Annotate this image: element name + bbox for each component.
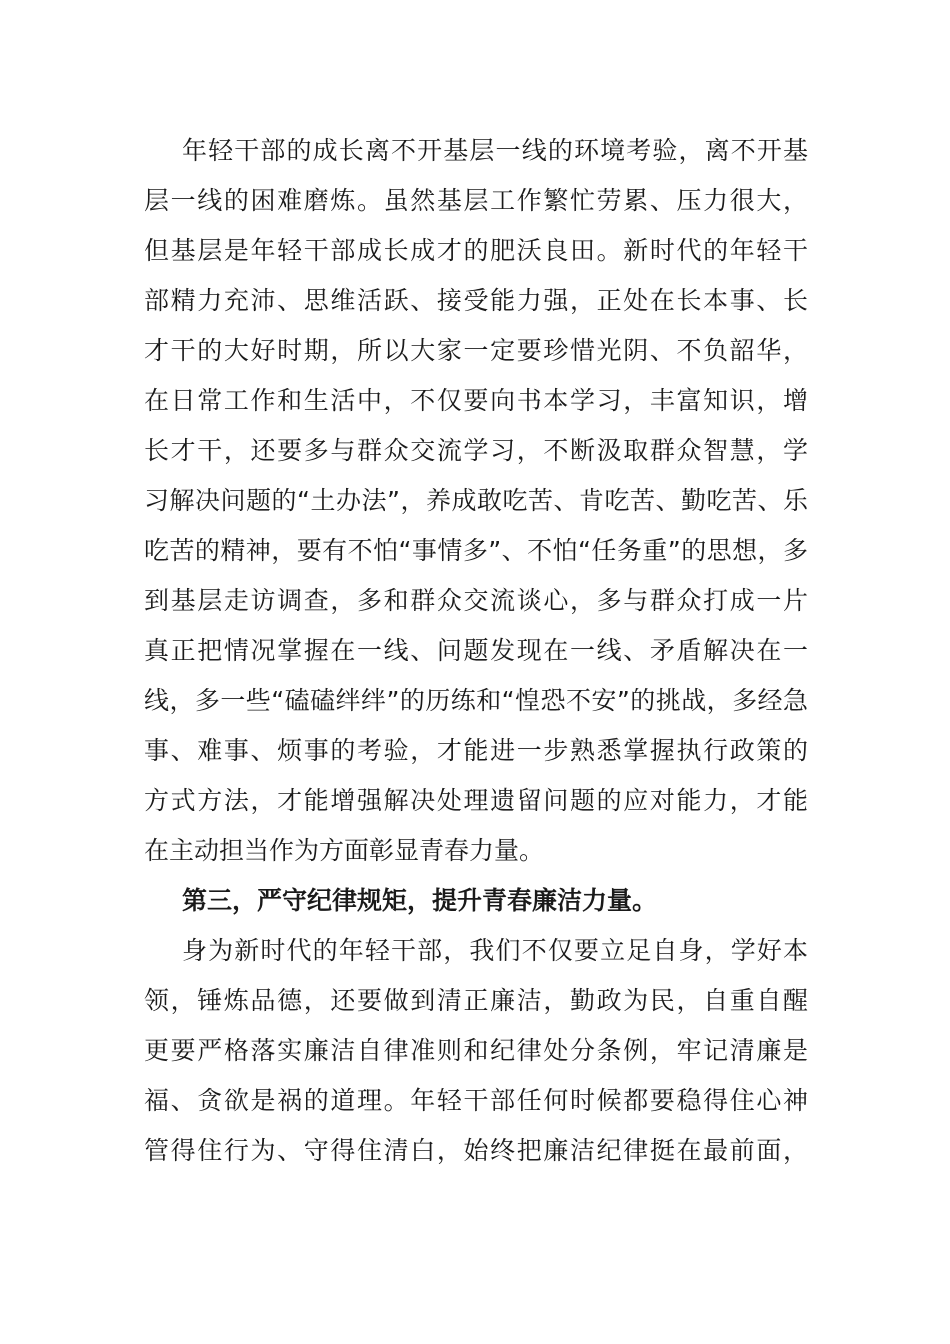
text-line: 年轻干部的成长离不开基层一线的环境考验，离不开基 <box>182 136 808 165</box>
text-line: 层一线的困难磨炼。虽然基层工作繁忙劳累、压力很大， <box>144 186 808 215</box>
heading-line: 第三，严守纪律规矩，提升青春廉洁力量。 <box>182 886 658 915</box>
text-line: 身为新时代的年轻干部，我们不仅要立足自身，学好本 <box>182 936 808 965</box>
text-line: 到基层走访调查，多和群众交流谈心，多与群众打成一片 <box>144 586 808 615</box>
text-line: 才干的大好时期，所以大家一定要珍惜光阴、不负韶华， <box>144 336 808 365</box>
section-heading <box>144 876 808 926</box>
text-line: 但基层是年轻干部成长成才的肥沃良田。新时代的年轻干 <box>144 236 808 265</box>
text-line: 线，多一些“磕磕绊绊”的历练和“惶恐不安”的挑战，多经急 <box>144 686 808 715</box>
text-line: 事、难事、烦事的考验，才能进一步熟悉掌握执行政策的 <box>144 736 808 765</box>
text-line: 在主动担当作为方面彰显青春力量。 <box>144 836 545 865</box>
text-line: 部精力充沛、思维活跃、接受能力强，正处在长本事、长 <box>144 286 808 315</box>
document-body <box>144 126 808 1176</box>
text-line: 习解决问题的“土办法”，养成敢吃苦、肯吃苦、勤吃苦、乐 <box>144 486 808 515</box>
text-line: 方式方法，才能增强解决处理遗留问题的应对能力，才能 <box>144 786 808 815</box>
paragraph-integrity <box>144 926 808 1176</box>
text-line: 在日常工作和生活中，不仅要向书本学习，丰富知识，增 <box>144 386 808 415</box>
text-line: 福、贪欲是祸的道理。年轻干部任何时候都要稳得住心神 <box>144 1086 808 1115</box>
text-line: 长才干，还要多与群众交流学习，不断汲取群众智慧，学 <box>144 436 808 465</box>
text-line: 管得住行为、守得住清白，始终把廉洁纪律挺在最前面， <box>144 1136 808 1165</box>
text-line: 吃苦的精神，要有不怕“事情多”、不怕“任务重”的思想，多 <box>144 536 808 565</box>
paragraph-grassroots <box>144 126 808 876</box>
text-line: 领，锤炼品德，还要做到清正廉洁，勤政为民，自重自醒 <box>144 986 808 1015</box>
text-line: 真正把情况掌握在一线、问题发现在一线、矛盾解决在一 <box>144 636 808 665</box>
text-line: 更要严格落实廉洁自律准则和纪律处分条例，牢记清廉是 <box>144 1036 808 1065</box>
